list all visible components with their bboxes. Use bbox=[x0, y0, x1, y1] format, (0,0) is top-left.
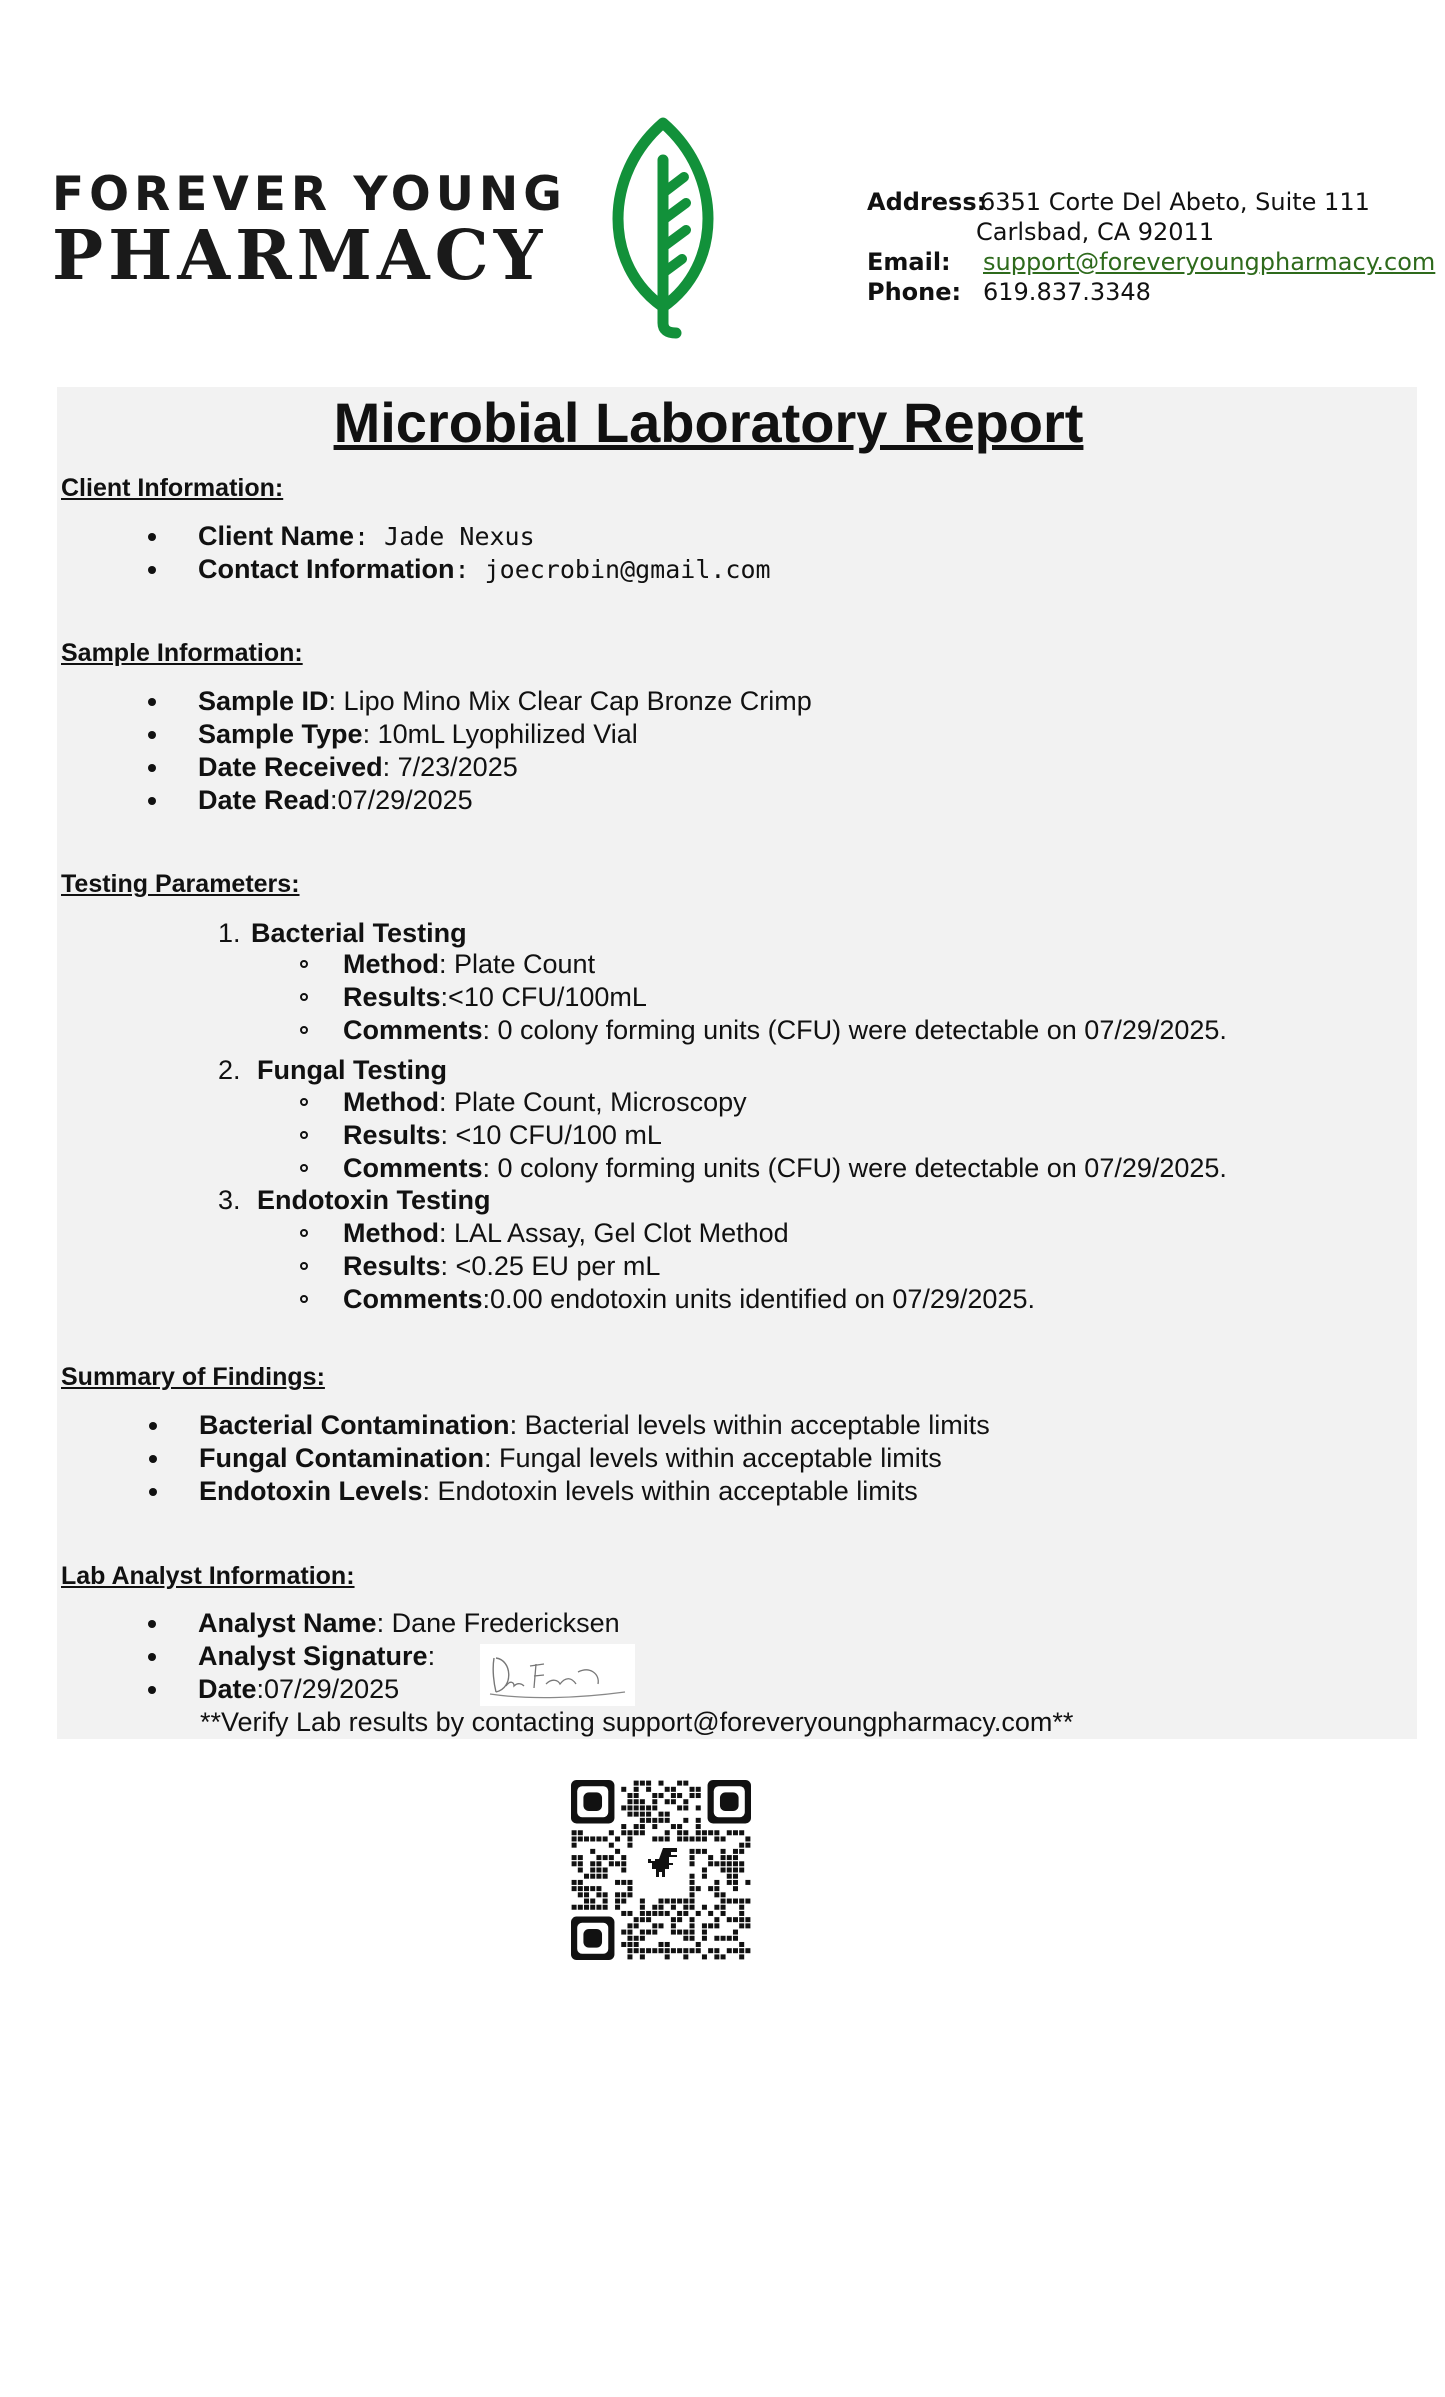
client-info-heading: Client Information: bbox=[61, 474, 284, 502]
test-results bbox=[343, 1119, 662, 1152]
date-read-label: Date Read bbox=[198, 785, 331, 815]
leaf-logo-icon bbox=[598, 115, 728, 340]
testing-params-heading: Testing Parameters: bbox=[61, 870, 300, 898]
results-label: Results bbox=[343, 1120, 441, 1150]
test-name: Fungal Testing bbox=[257, 1055, 447, 1085]
sample-type-item bbox=[198, 718, 638, 751]
method-label: Method bbox=[343, 1218, 439, 1248]
sample-id-label: Sample ID bbox=[198, 686, 329, 716]
test-comments bbox=[343, 1283, 1035, 1316]
analyst-signature-item bbox=[198, 1640, 435, 1673]
test-method bbox=[343, 1086, 747, 1119]
results-value: :<10 CFU/100mL bbox=[440, 982, 647, 1012]
comments-value: :0.00 endotoxin units identified on 07/29/2025. bbox=[482, 1284, 1035, 1314]
address-line-1: 6351 Corte Del Abeto, Suite 111 bbox=[980, 188, 1370, 216]
contact-info-label: Contact Information bbox=[198, 554, 455, 584]
date-read-item bbox=[198, 784, 473, 817]
report-title: Microbial Laboratory Report bbox=[333, 391, 1084, 454]
method-value: : Plate Count, Microscopy bbox=[438, 1087, 747, 1117]
summary-text: : Fungal levels within acceptable limits bbox=[483, 1443, 942, 1473]
comments-label: Comments bbox=[343, 1284, 483, 1314]
summary-item bbox=[199, 1442, 942, 1475]
client-name-item bbox=[198, 520, 535, 553]
test-number: 3. bbox=[218, 1185, 241, 1215]
address-label: Address: bbox=[867, 188, 987, 216]
summary-label: Fungal Contamination bbox=[199, 1443, 484, 1473]
test-results bbox=[343, 1250, 660, 1283]
phone-label: Phone: bbox=[867, 278, 962, 306]
analyst-signature-image bbox=[480, 1644, 635, 1706]
logo-line-1: FOREVER YOUNG bbox=[52, 167, 567, 222]
analyst-name-label: Analyst Name bbox=[198, 1608, 377, 1638]
test-name: Bacterial Testing bbox=[251, 918, 467, 948]
summary-heading: Summary of Findings: bbox=[61, 1363, 325, 1391]
test-name: Endotoxin Testing bbox=[257, 1185, 491, 1215]
address-line-2: Carlsbad, CA 92011 bbox=[976, 218, 1215, 246]
summary-text: : Bacterial levels within acceptable limits bbox=[509, 1410, 990, 1440]
date-received-item bbox=[198, 751, 518, 784]
analyst-heading: Lab Analyst Information: bbox=[61, 1562, 355, 1590]
phone-number: 619.837.3348 bbox=[983, 278, 1151, 306]
client-name-value: : Jade Nexus bbox=[354, 522, 535, 551]
analyst-signature-label: Analyst Signature bbox=[198, 1641, 428, 1671]
results-value: : <0.25 EU per mL bbox=[440, 1251, 661, 1281]
method-label: Method bbox=[343, 1087, 439, 1117]
method-value: : LAL Assay, Gel Clot Method bbox=[438, 1218, 789, 1248]
date-read-value: :07/29/2025 bbox=[330, 785, 473, 815]
test-comments bbox=[343, 1152, 1227, 1185]
test-comments bbox=[343, 1014, 1227, 1047]
email-link[interactable]: support@foreveryoungpharmacy.com bbox=[983, 248, 1436, 276]
comments-value: : 0 colony forming units (CFU) were detectable on 07/29/2025. bbox=[482, 1153, 1227, 1183]
method-value: : Plate Count bbox=[438, 949, 596, 979]
client-name-label: Client Name bbox=[198, 521, 355, 551]
sample-id-value: : Lipo Mino Mix Clear Cap Bronze Crimp bbox=[328, 686, 812, 716]
summary-label: Endotoxin Levels bbox=[199, 1476, 423, 1506]
method-label: Method bbox=[343, 949, 439, 979]
summary-item bbox=[199, 1409, 990, 1442]
analyst-date-value: :07/29/2025 bbox=[256, 1674, 400, 1704]
test-results bbox=[343, 981, 647, 1014]
verify-note: **Verify Lab results by contacting support@foreveryoungpharmacy.com** bbox=[200, 1707, 1074, 1737]
sample-type-label: Sample Type bbox=[198, 719, 363, 749]
analyst-name-value: : Dane Fredericksen bbox=[376, 1608, 620, 1638]
date-received-value: : 7/23/2025 bbox=[382, 752, 518, 782]
test-number: 1. bbox=[218, 918, 241, 948]
analyst-date-item bbox=[198, 1673, 399, 1706]
logo-line-2: PHARMACY bbox=[52, 216, 548, 296]
sample-info-heading: Sample Information: bbox=[61, 639, 303, 667]
comments-value: : 0 colony forming units (CFU) were detectable on 07/29/2025. bbox=[482, 1015, 1227, 1045]
email-label: Email: bbox=[867, 248, 951, 276]
pharmacy-logo-text bbox=[52, 167, 567, 296]
comments-label: Comments bbox=[343, 1153, 483, 1183]
sample-id-item bbox=[198, 685, 812, 718]
contact-info-value: : joecrobin@gmail.com bbox=[454, 555, 771, 584]
summary-text: : Endotoxin levels within acceptable limits bbox=[422, 1476, 918, 1506]
test-method bbox=[343, 948, 595, 981]
contact-info-item bbox=[198, 553, 771, 586]
analyst-date-label: Date bbox=[198, 1674, 257, 1704]
results-value: : <10 CFU/100 mL bbox=[440, 1120, 662, 1150]
test-method bbox=[343, 1217, 789, 1250]
results-label: Results bbox=[343, 1251, 441, 1281]
test-number: 2. bbox=[218, 1055, 241, 1085]
summary-item bbox=[199, 1475, 918, 1508]
results-label: Results bbox=[343, 982, 441, 1012]
comments-label: Comments bbox=[343, 1015, 483, 1045]
signature-colon: : bbox=[427, 1641, 436, 1671]
date-received-label: Date Received bbox=[198, 752, 383, 782]
summary-label: Bacterial Contamination bbox=[199, 1410, 510, 1440]
analyst-name-item bbox=[198, 1607, 620, 1640]
qr-code-icon[interactable] bbox=[571, 1780, 751, 1960]
sample-type-value: : 10mL Lyophilized Vial bbox=[362, 719, 638, 749]
